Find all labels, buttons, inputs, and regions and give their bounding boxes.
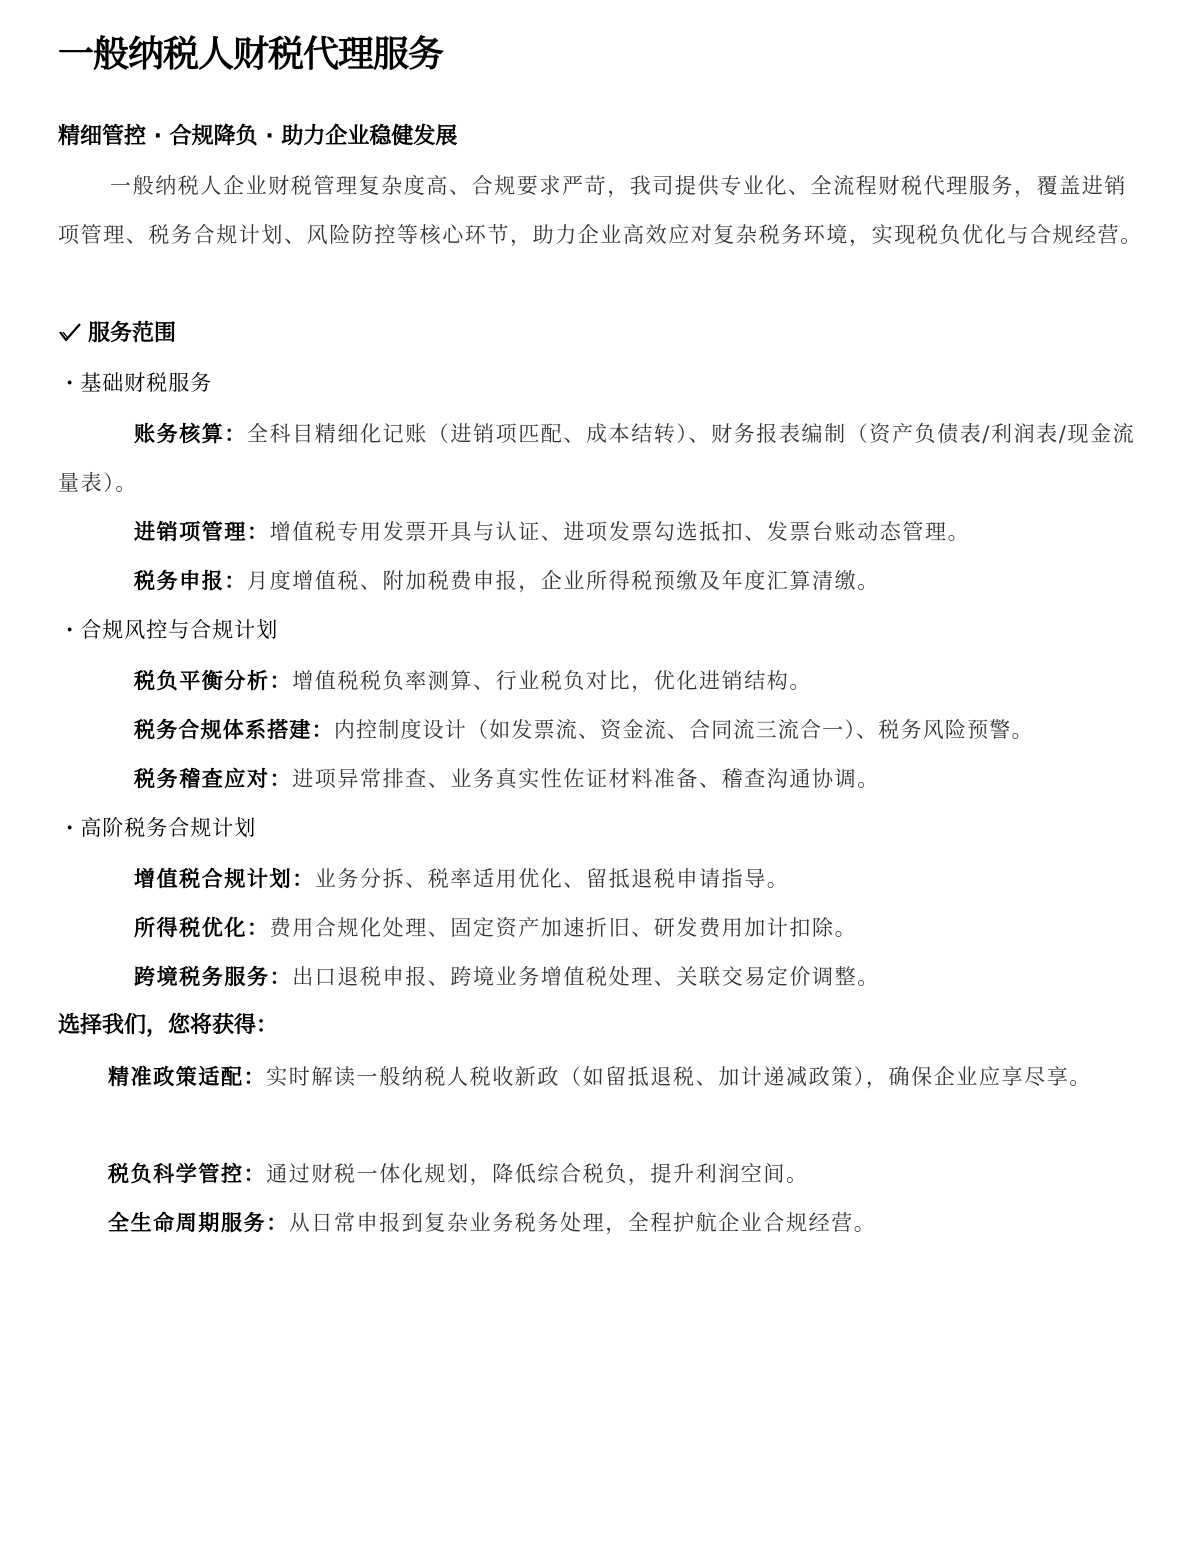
group-bullet: · [66,815,75,840]
service-item-label: 税务稽查应对： [134,766,293,791]
scope-heading-label: 服务范围 [88,321,177,346]
service-item [58,952,880,1002]
benefit-item-text: 实时解读一般纳税人税收新政（如留抵退税、加计递减政策），确保企业应享尽享。 [266,1065,1092,1089]
benefit-item-text: 从日常申报到复杂业务税务处理，全程护航企业合规经营。 [288,1211,877,1235]
scope-group-compliance [66,613,278,647]
service-item-label: 账务核算： [134,421,247,446]
page-subtitle: 精细管控 · 合规降负 · 助力企业稳健发展 [58,124,458,149]
benefit-item-label: 全生命周期服务： [108,1210,289,1235]
service-item-label: 税务申报： [134,568,247,593]
benefit-item-text: 通过财税一体化规划，降低综合税负，提升利润空间。 [266,1162,809,1186]
benefit-item [58,1149,809,1199]
service-item-label: 税务合规体系搭建： [134,717,334,742]
service-item-text: 进项异常排查、业务真实性佐证材料准备、稽查沟通协调。 [292,767,880,791]
benefit-item [58,1052,1148,1102]
service-item-text: 内控制度设计（如发票流、资金流、合同流三流合一）、税务风险预警。 [333,718,1034,742]
service-item-text: 费用合规化处理、固定资产加速折旧、研发费用加计扣除。 [269,916,858,940]
service-item [58,507,970,557]
scope-group-advanced [66,811,256,845]
benefits-heading: 选择我们，您将获得： [58,1013,279,1038]
service-item [58,854,789,904]
group-title: 基础财税服务 [80,371,213,395]
service-item [58,556,880,606]
service-item-text: 出口退税申报、跨境业务增值税处理、关联交易定价调整。 [292,965,880,989]
service-item-text: 月度增值税、附加税费申报，企业所得税预缴及年度汇算清缴。 [247,569,880,593]
benefit-item-label: 税负科学管控： [108,1161,267,1186]
service-item-label: 税负平衡分析： [134,668,293,693]
service-item [58,409,1148,508]
service-item [58,705,1034,755]
group-bullet: · [66,617,75,642]
scope-heading [58,316,176,352]
group-title: 高阶税务合规计划 [80,816,257,840]
group-bullet: · [66,370,75,395]
group-title: 合规风控与合规计划 [80,618,279,642]
benefit-item-label: 精准政策适配： [108,1064,267,1089]
service-item-label: 所得税优化： [134,915,270,940]
service-item-text: 业务分拆、税率适用优化、留抵退税申请指导。 [314,867,790,891]
benefit-item [58,1198,876,1248]
service-item [58,754,880,804]
service-item-text: 增值税税负率测算、行业税负对比，优化进销结构。 [292,669,813,693]
service-item-label: 增值税合规计划： [134,866,315,891]
service-item-text: 全科目精细化记账（进销项匹配、成本结转）、财务报表编制（资产负债表/利润表/现金流量表）。 [58,422,1136,495]
check-icon [58,319,82,341]
service-item-text: 增值税专用发票开具与认证、进项发票勾选抵扣、发票台账动态管理。 [269,520,971,544]
service-item-label: 进销项管理： [134,519,270,544]
service-item [58,656,812,706]
scope-group-basic [66,366,212,400]
intro-paragraph: 一般纳税人企业财税管理复杂度高、合规要求严苛，我司提供专业化、全流程财税代理服务，覆盖进销项管理、税务合规计划、风险防控等核心环节，助力企业高效应对复杂税务环境，实现税负优化与合规经营。 [58,174,1143,247]
service-item-label: 跨境税务服务： [134,964,293,989]
page-title: 一般纳税人财税代理服务 [58,34,444,75]
service-item [58,903,857,953]
